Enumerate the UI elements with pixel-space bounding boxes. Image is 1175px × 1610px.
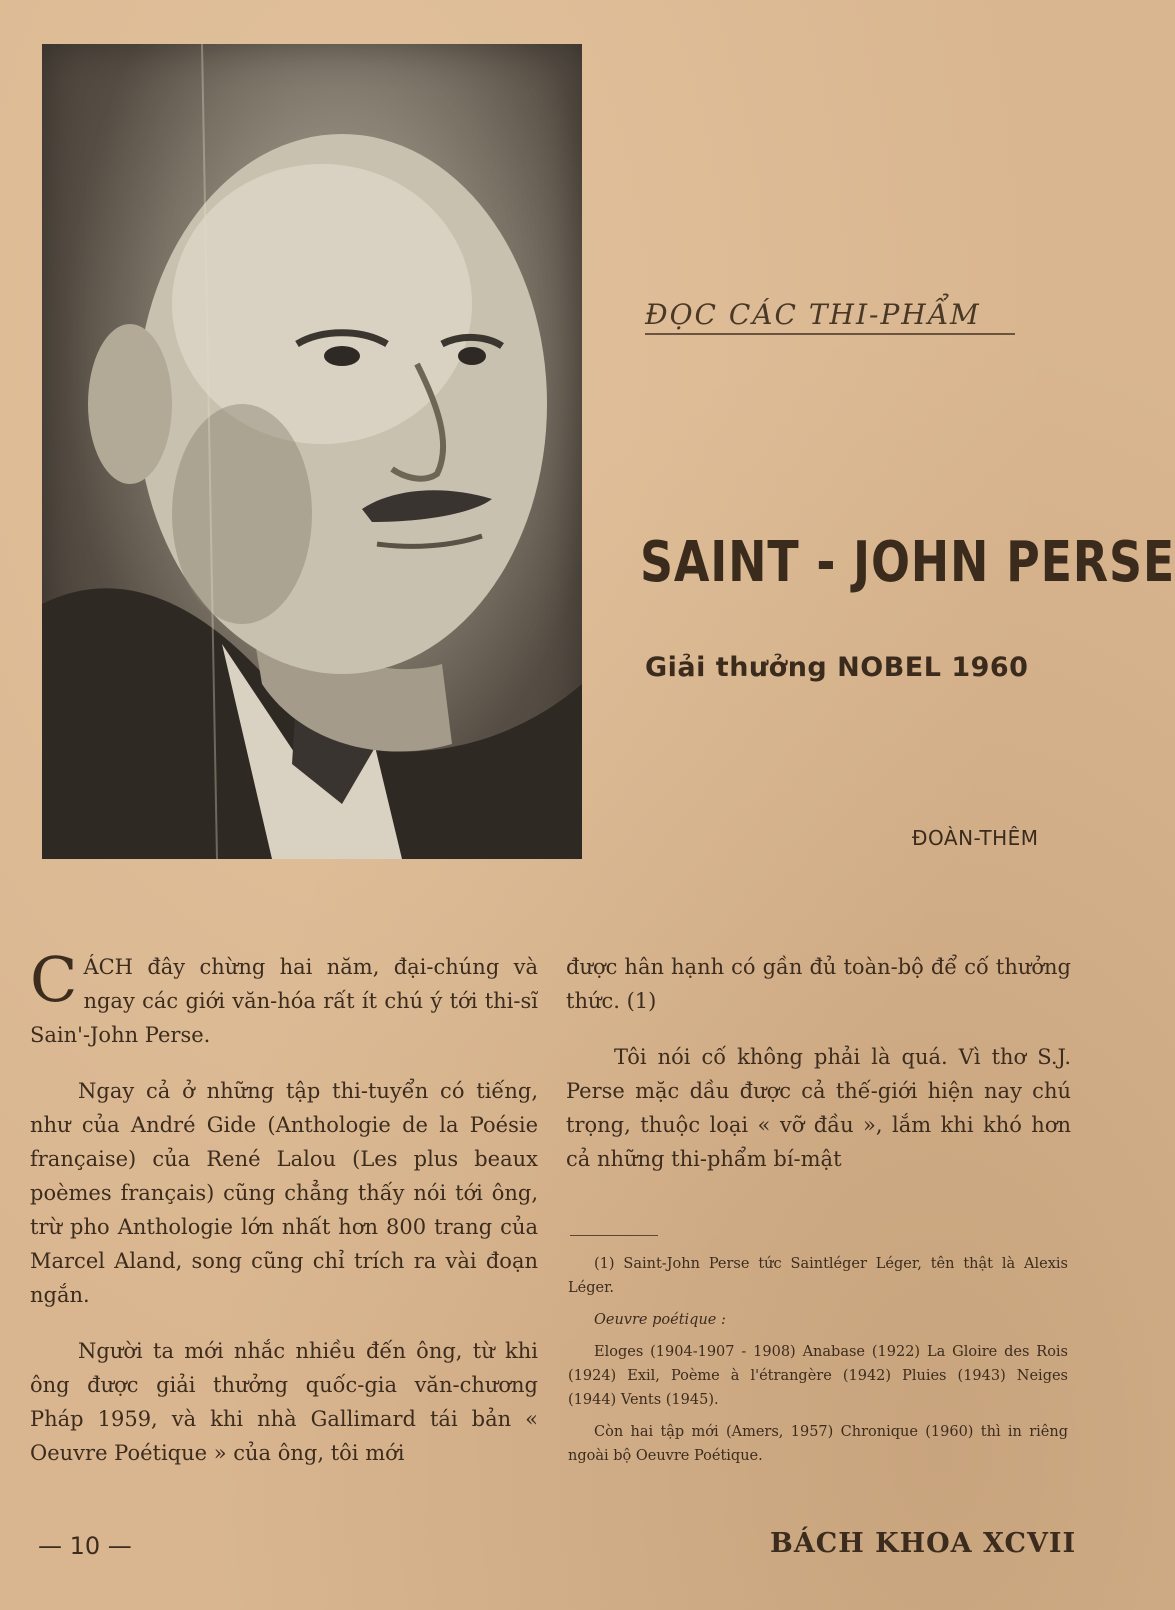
footnote: (1) Saint-John Perse tức Saintléger Léger, tên thật là Alexis Léger. (568, 1256, 1068, 1296)
footnote: Eloges (1904-1907 - 1908) Anabase (1922) La Gloire des Rois (1924) Exil, Poème à l'étrangère (1942) Pluies (1943) Neiges (1944) Vents (1945). (568, 1344, 1068, 1408)
footnote: Còn hai tập mới (Amers, 1957) Chronique (1960) thì in riêng ngoài bộ Oeuvre Poétique. (568, 1424, 1068, 1464)
drop-cap: C (30, 943, 78, 1016)
paragraph: Ngay cả ở những tập thi-tuyển có tiếng, như của André Gide (Anthologie de la Poésie française) của René Lalou (Les plus beaux poèmes français) cũng chẳng thấy nói tới ông, trừ pho Anthologie lớn nhất hơn 800 trang của Marcel Aland, song cũng chỉ trích ra vài đoạn ngắn. (30, 1079, 538, 1307)
section-heading: ĐỌC CÁC THI-PHẨM (645, 298, 1015, 335)
article-subtitle: Giải thưởng NOBEL 1960 (645, 652, 1029, 683)
paragraph: Tôi nói cố không phải là quá. Vì thơ S.J. Perse mặc dầu được cả thế-giới hiện nay chú trọng, thuộc loại « vỡ đầu », lắm khi khó hơn cả những thi-phẩm bí-mật (566, 1045, 1071, 1171)
paragraph: được hân hạnh có gần đủ toàn-bộ để cố thưởng thức. (1) (566, 955, 1071, 1013)
portrait-photo (42, 44, 582, 859)
journal-name: BÁCH KHOA XCVII (770, 1528, 1077, 1559)
paragraph: Người ta mới nhắc nhiều đến ông, từ khi ông được giải thưởng quốc-gia văn-chương Pháp 1959, và khi nhà Gallimard tái bản « Oeuvre Poétique » của ông, tôi mới (30, 1339, 538, 1465)
page-number: — 10 — (38, 1532, 132, 1560)
portrait-illustration (42, 44, 582, 859)
paragraph-text: ÁCH đây chừng hai năm, đại-chúng và ngay các giới văn-hóa rất ít chú ý tới thi-sĩ Sain'-John Perse. (30, 955, 538, 1047)
footnote-label: Oeuvre poétique : (594, 1312, 726, 1328)
paragraph (30, 943, 538, 1052)
body-column-right (566, 950, 1071, 1176)
body-column-left (30, 943, 538, 1470)
footnotes (568, 1252, 1068, 1476)
article-title: SAINT - JOHN PERSE (640, 530, 1175, 595)
footnote-divider (570, 1235, 658, 1236)
author-name: ĐOÀN-THÊM (912, 826, 1039, 850)
